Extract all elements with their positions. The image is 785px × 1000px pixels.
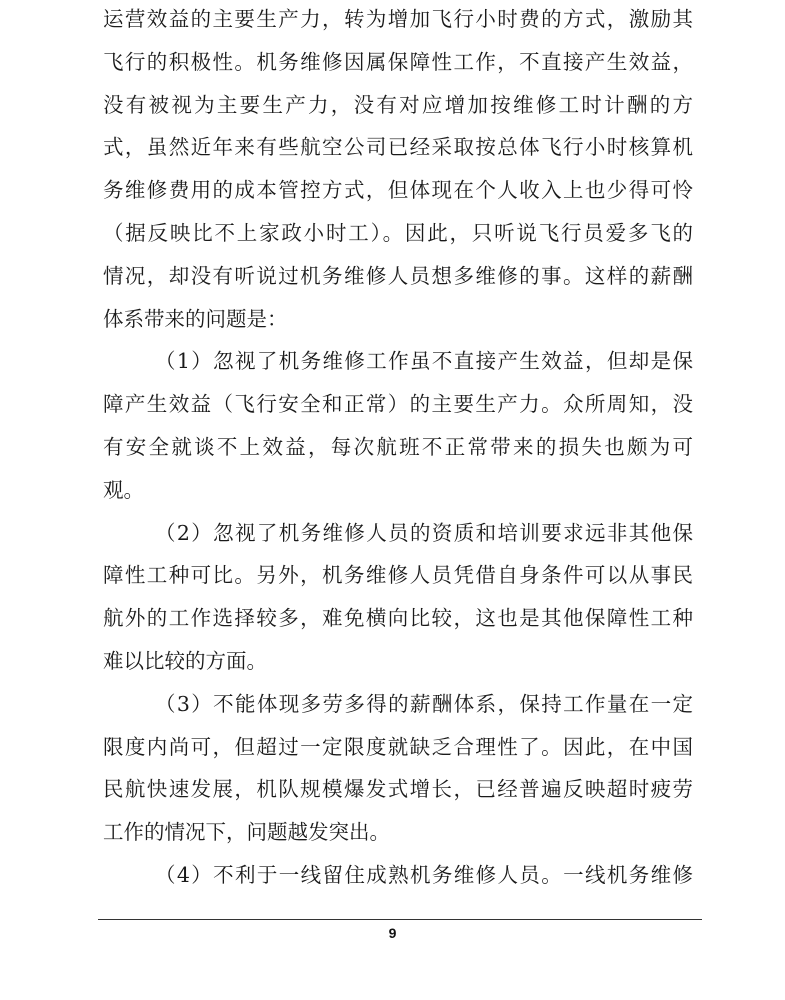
paragraph-item-1 [103,340,693,511]
text-line: 航外的工作选择较多，难免横向比较，这也是其他保障性工种 [103,606,693,631]
paragraph-item-2 [103,512,693,683]
text-line: 障产生效益（飞行安全和正常）的主要生产力。众所周知，没 [103,392,693,417]
text-line: （2）忽视了机务维修人员的资质和培训要求远非其他保 [155,520,693,545]
text-line: （据反映比不上家政小时工）。因此，只听说飞行员爱多飞的 [103,220,693,245]
text-line: 情况，却没有听说过机务维修人员想多维修的事。这样的薪酬 [103,263,693,288]
text-line: （4）不利于一线留住成熟机务维修人员。一线机务维修 [155,862,693,887]
text-line: 限度内尚可，但超过一定限度就缺乏合理性了。因此，在中国 [103,734,693,759]
document-body [103,0,693,897]
text-line: 飞行的积极性。机务维修因属保障性工作，不直接产生效益， [103,49,693,74]
text-line: 观。 [103,477,144,502]
paragraph-item-3 [103,683,693,854]
footer-divider [98,919,702,920]
text-line: 务维修费用的成本管控方式，但体现在个人收入上也少得可怜 [103,178,693,203]
text-line: 工作的情况下，问题越发突出。 [103,820,390,845]
paragraph-continued [103,0,693,340]
text-line: 式，虽然近年来有些航空公司已经采取按总体飞行小时核算机 [103,135,693,160]
text-line: （3）不能体现多劳多得的薪酬体系，保持工作量在一定 [155,691,693,716]
text-line: 有安全就谈不上效益，每次航班不正常带来的损失也颇为可 [103,434,693,459]
text-line: 运营效益的主要生产力，转为增加飞行小时费的方式，激励其 [103,7,693,31]
text-line: 障性工种可比。另外，机务维修人员凭借自身条件可以从事民 [103,563,693,588]
text-line: 难以比较的方面。 [103,648,267,673]
text-line: 体系带来的问题是： [103,306,288,331]
paragraph-item-4 [103,854,693,897]
text-line: 民航快速发展，机队规模爆发式增长，已经普遍反映超时疲劳 [103,777,693,802]
text-line: 没有被视为主要生产力，没有对应增加按维修工时计酬的方 [103,92,693,117]
page-number: 9 [388,925,397,941]
text-line: （1）忽视了机务维修工作虽不直接产生效益，但却是保 [155,349,693,374]
